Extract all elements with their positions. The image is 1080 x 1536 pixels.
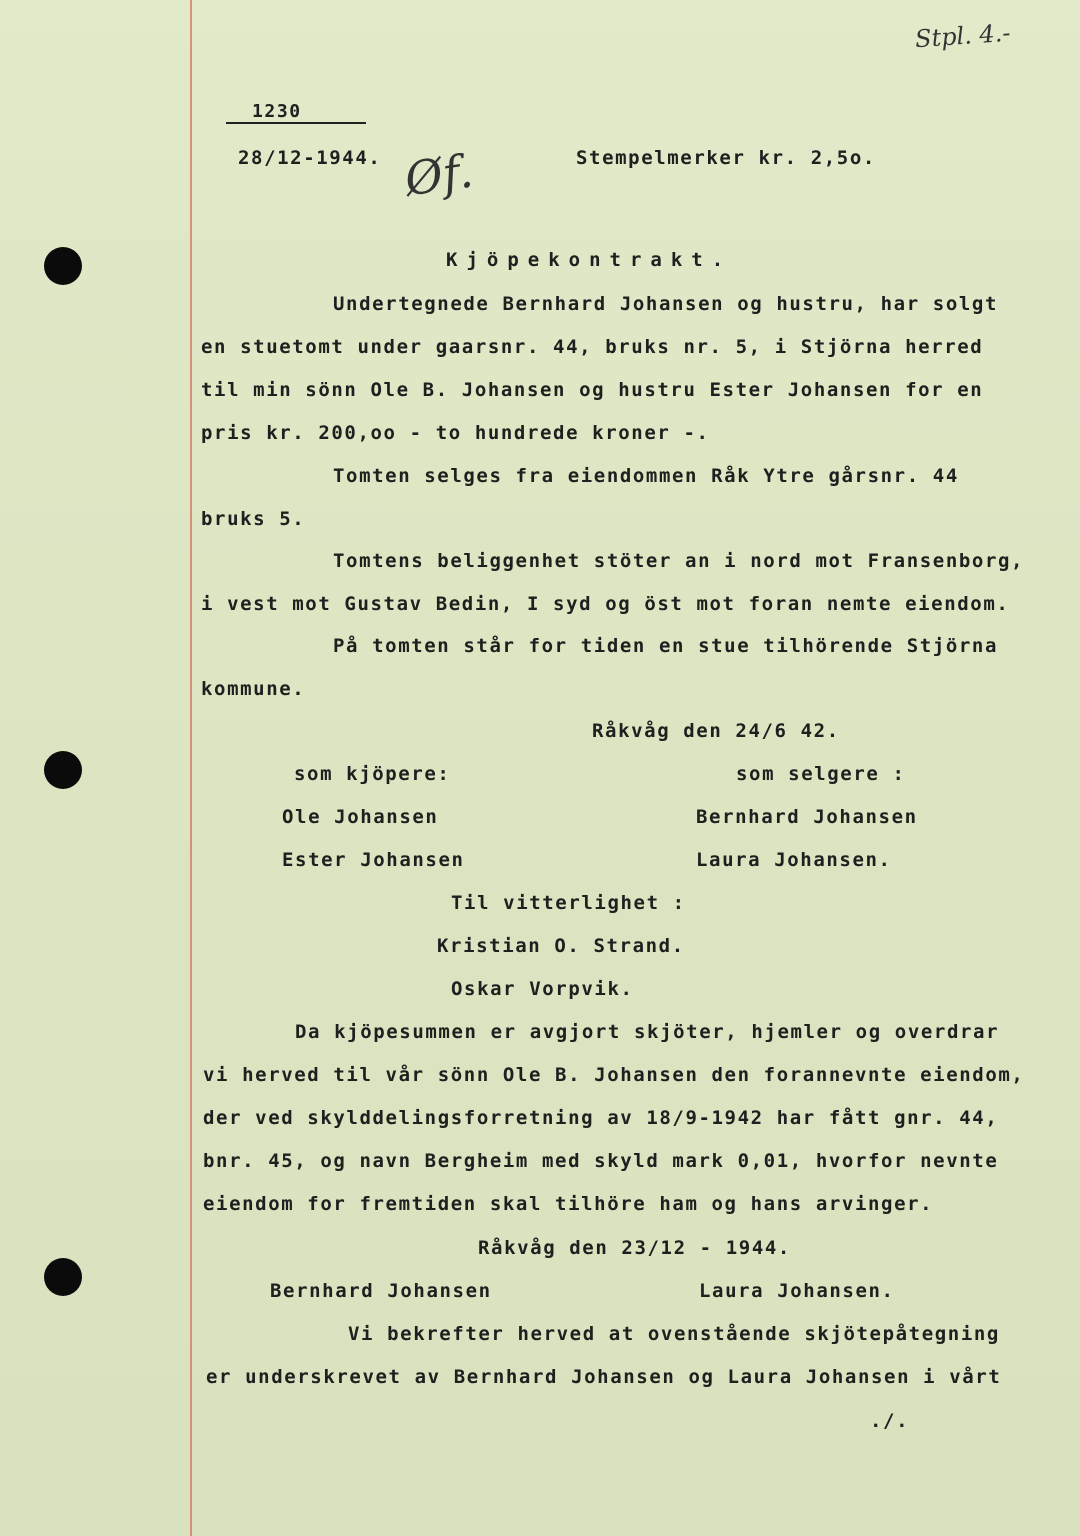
document-date: 28/12-1944.: [238, 147, 382, 169]
seller-name: Laura Johansen.: [696, 849, 892, 871]
punch-hole: [44, 1258, 82, 1296]
deed-line: eiendom for fremtiden skal tilhöre ham og hans arvinger.: [203, 1193, 934, 1215]
body-line: en stuetomt under gaarsnr. 44, bruks nr. 5, i Stjörna herred: [201, 336, 984, 358]
punch-hole: [44, 247, 82, 285]
signature-name: Bernhard Johansen: [270, 1280, 492, 1302]
body-line: til min sönn Ole B. Johansen og hustru Ester Johansen for en: [201, 379, 984, 401]
deed-line: vi herved til vår sönn Ole B. Johansen den forannevnte eiendom,: [203, 1064, 1025, 1086]
deed-line: der ved skylddelingsforretning av 18/9-1942 har fått gnr. 44,: [203, 1107, 999, 1129]
confirm-line: er underskrevet av Bernhard Johansen og Laura Johansen i vårt: [206, 1366, 1002, 1388]
witness-name: Oskar Vorpvik.: [451, 978, 634, 1000]
body-line: Undertegnede Bernhard Johansen og hustru, har solgt: [333, 293, 998, 315]
place-date: Råkvåg den 24/6 42.: [592, 720, 840, 742]
body-line: Tomtens beliggenhet stöter an i nord mot Fransenborg,: [333, 550, 1025, 572]
stamp-duty: Stempelmerker kr. 2,5o.: [576, 147, 876, 169]
document-title: Kjöpekontrakt.: [446, 249, 733, 271]
buyer-name: Ester Johansen: [282, 849, 465, 871]
sellers-label: som selgere :: [736, 763, 906, 785]
signature-name: Laura Johansen.: [699, 1280, 895, 1302]
body-line: På tomten står for tiden en stue tilhörende Stjörna: [333, 635, 998, 657]
deed-line: bnr. 45, og navn Bergheim med skyld mark 0,01, hvorfor nevnte: [203, 1150, 999, 1172]
confirm-line: Vi bekrefter herved at ovenstående skjötepåtegning: [348, 1323, 1000, 1345]
body-line: pris kr. 200,oo - to hundrede kroner -.: [201, 422, 710, 444]
seller-name: Bernhard Johansen: [696, 806, 918, 828]
document-number: 1230: [252, 101, 302, 122]
witness-name: Kristian O. Strand.: [437, 935, 685, 957]
number-underline: [226, 122, 366, 124]
buyer-name: Ole Johansen: [282, 806, 439, 828]
body-line: Tomten selges fra eiendommen Råk Ytre gårsnr. 44: [333, 465, 959, 487]
margin-line: [190, 0, 192, 1536]
margin-note: Stpl. 4.-: [914, 18, 1012, 54]
buyers-label: som kjöpere:: [294, 763, 451, 785]
deed-line: Da kjöpesummen er avgjort skjöter, hjemler og overdrar: [295, 1021, 1000, 1043]
body-line: bruks 5.: [201, 508, 306, 530]
witness-label: Til vitterlighet :: [451, 892, 686, 914]
punch-hole: [44, 751, 82, 789]
place-date: Råkvåg den 23/12 - 1944.: [478, 1237, 791, 1259]
handwritten-initials: Øf.: [401, 143, 477, 207]
continuation-mark: ./.: [870, 1410, 910, 1432]
body-line: kommune.: [201, 678, 306, 700]
body-line: i vest mot Gustav Bedin, I syd og öst mot foran nemte eiendom.: [201, 593, 1010, 615]
